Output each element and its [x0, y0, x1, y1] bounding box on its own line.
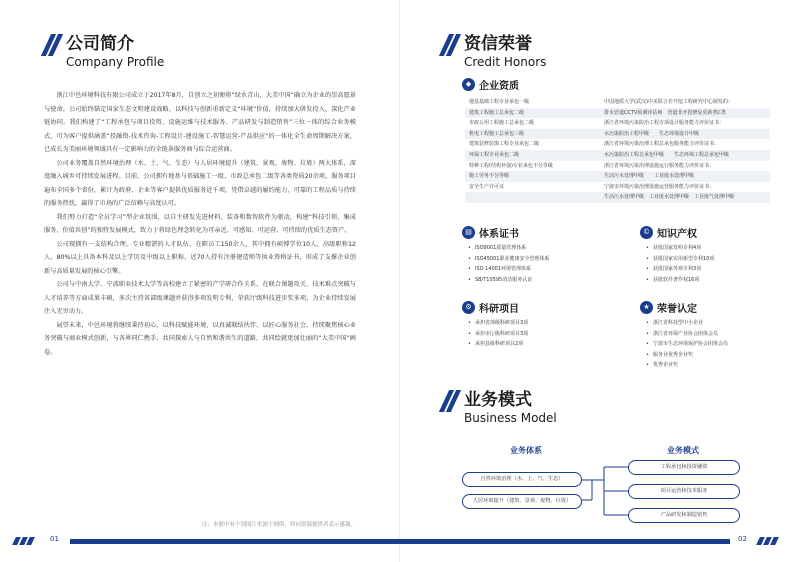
heading-cn: 公司简介 — [66, 34, 134, 54]
system-box-habitat: 人居环境提升（建筑、景观、废物、垃圾） — [462, 494, 582, 509]
list-item: • ISO 14001环境管理体系 — [468, 264, 549, 275]
copyright-icon: © — [640, 226, 653, 239]
model-box-product: 产品研发和制造销售 — [628, 508, 740, 523]
intro-paragraph: 展望未来，中邑环境将继续秉持初心，以科技赋能环境，以真诚联结伙伴，以匠心服务社会，持续聚焦核心业务突破与商业模式创新，与各界同仁携手，共同探索人与自然和谐共生的道路，共同绘就更加壮丽的“大美中国”画卷。 — [44, 321, 356, 356]
list-item: • SB/T10595清洁服务认证 — [468, 275, 549, 286]
intro-paragraph: 公司业务覆盖自然环境治理（水、土、气、生态）与人居环境提升（建筑、景观、废物、垃圾）两大体系，深度融入城乡可持续发展进程。目前，公司拥有地基与基础施工一级、市政总承包二级等各类资质20余项，服务项目遍布全国多个省份，累计为政府、企业等客户提供优质服务近千项，凭借卓越的履约能力、可靠的工程品质与持续的服务热忱，赢得了市场的广泛信赖与高度认可。 — [44, 159, 356, 207]
list-item: • 获批软件著作权16项 — [646, 275, 714, 286]
table-row: 建筑装修装饰工程专业承包二级 浙江省环境污染治理工程总承包服务能力评价证书： — [469, 141, 720, 148]
list-item: • 服务业优秀企业奖 — [646, 350, 728, 361]
list-item: • 浙江省环保产业协会团体会员 — [646, 329, 728, 340]
section-title: 体系证书 — [479, 229, 519, 240]
model-box-engineering: 工程承包和投资融资 — [628, 460, 740, 475]
list-item: • 承担县级科研项目2项 — [468, 339, 528, 350]
system-box-natural: 自然环境治理（水、土、气、生态） — [462, 472, 582, 487]
table-row: 特种工程(结构补强)专业承包不分等级 浙江省环境污染治理设施运行服务能力评价证书： — [469, 162, 715, 169]
list-item: • 优秀企业奖 — [646, 360, 728, 371]
certificate-icon: ◆ — [462, 78, 475, 91]
list-item: • ISO45001职业健康安全管理体系 — [468, 254, 549, 265]
intro-paragraph: 公司与中南大学、宁波职业技术大学等高校建立了紧密的产学研合作关系，在联合课题攻关、技术难点突破与人才培养等方面成果丰硕，多次主持省部级课题并获得多项发明专利，荣获厅级科技进步奖多项，为企业持续发展注入无穷动力。 — [44, 281, 356, 315]
heading-cn: 资信荣誉 — [464, 34, 532, 54]
system-label: 业务体系 — [510, 446, 542, 455]
table-row: 安全生产许可证 宁波市环境污染治理设施运营服务能力评价证书： — [469, 183, 715, 190]
list-item: • 承担省部级科研项目3项 — [468, 318, 528, 329]
heading-en: Business Model — [464, 411, 557, 425]
list-item: • 获批国家外观专利3项 — [646, 264, 714, 275]
intro-paragraph: 我们努力打造“全员学习”型企业氛围，以自主研发先进材料、装备和数智软件为驱动，构建“科技引领、集成服务、价值共创”的独特发展模式，致力于将绿色理念转化为可亲近、可感知、可运营、可持续的优质生态资产。 — [44, 213, 356, 234]
footer-stripes-icon — [758, 537, 777, 545]
page-number: 01 — [50, 535, 59, 543]
model-box-operation: 项目运营和技术服务 — [628, 484, 740, 499]
research-icon: ⚙ — [462, 301, 475, 314]
heading-en: Credit Honors — [464, 55, 547, 69]
list-item: • 浙江省科技型中小企业 — [646, 318, 728, 329]
section-title: 企业资质 — [479, 81, 519, 92]
section-title: 荣誉认定 — [657, 304, 697, 315]
footnote: 注：本册中有个别图片来源于网络，特向资源提供者表示感谢。 — [201, 522, 356, 528]
list-item: • 获批国家实用新型专利10项 — [646, 254, 714, 265]
section-title: 知识产权 — [657, 229, 697, 240]
intro-paragraph: 公司现拥有一支结构合理、专业精湛的人才队伍，在职员工150余人，其中拥有硕博学位10人、高级职称12人，80%以上具备本科及以上学历及中级以上职称，近70人持有注册建造师等执业资格证书，形成了支撑企业创新与高质量发展的核心引擎。 — [44, 240, 356, 275]
heading-en: Company Profile — [66, 55, 165, 69]
document-icon: ▤ — [462, 226, 475, 239]
table-row: 市政公用工程施工总承包二级 浙江省环境污染防治工程专项设计服务能力评价证书： — [469, 120, 725, 127]
table-row: 生活污水处理甲级 工业废水处理甲级 工业废气处理甲级 — [465, 192, 770, 203]
section-title: 科研项目 — [479, 304, 519, 315]
list-item: • 获批国家发明专利4项 — [646, 243, 714, 254]
medal-icon: ★ — [640, 301, 653, 314]
table-row: 环保工程专业承包二级 水污染防治工程总承包甲级 生态环境工程总承包甲级 — [465, 150, 770, 161]
table-row: 机电工程施工总承包三级 水污染防治工程甲级 生态环境设计甲级 — [465, 129, 770, 140]
footer-bar — [400, 539, 730, 544]
list-item: • ISO9001质量管理体系 — [468, 243, 549, 254]
list-item: • 承担市厅级科研项目3项 — [468, 329, 528, 340]
table-row: 建筑工程施工总承包二级 排水管道CCTV检测评估师 管道非开挖修复更新类C类 — [465, 108, 770, 119]
table-row: 地基基础工程专业承包一级 中国地质大学(武汉)中美联合非开挖工程研究中心颁发的： — [469, 99, 733, 105]
heading-cn: 业务模式 — [464, 390, 532, 410]
intro-paragraph: 浙江中邑环境科技有限公司成立于2017年8月，自创立之初便将“绿水青山，大美中国”确立为企业的崇高愿景与使命。公司始终锚定国家生态文明建设战略，以科技与创新重新定义“环境”价值，持续加大研发投入，深化产业链协同。我们构建了“工程承包与项目投资、设施运维与技术服务、产品研发与制造销售”三位一体的综合业务模式，可为客户提供涵盖“投融资-技术咨询-工程设计-建设施工-智慧运营-产品供应”的一体化全生命周期解决方案，已成长为美丽环境领域具有一定影响力的全链条服务商与综合运营商。 — [44, 92, 356, 153]
page-number: 02 — [738, 535, 747, 543]
model-label: 业务模式 — [667, 446, 699, 455]
list-item: • 宁波市生态环境保护协会团体会员 — [646, 339, 728, 350]
table-row: 施工劳务不分等级 生活污水处理甲级 工业废水处理甲级 — [465, 171, 770, 182]
